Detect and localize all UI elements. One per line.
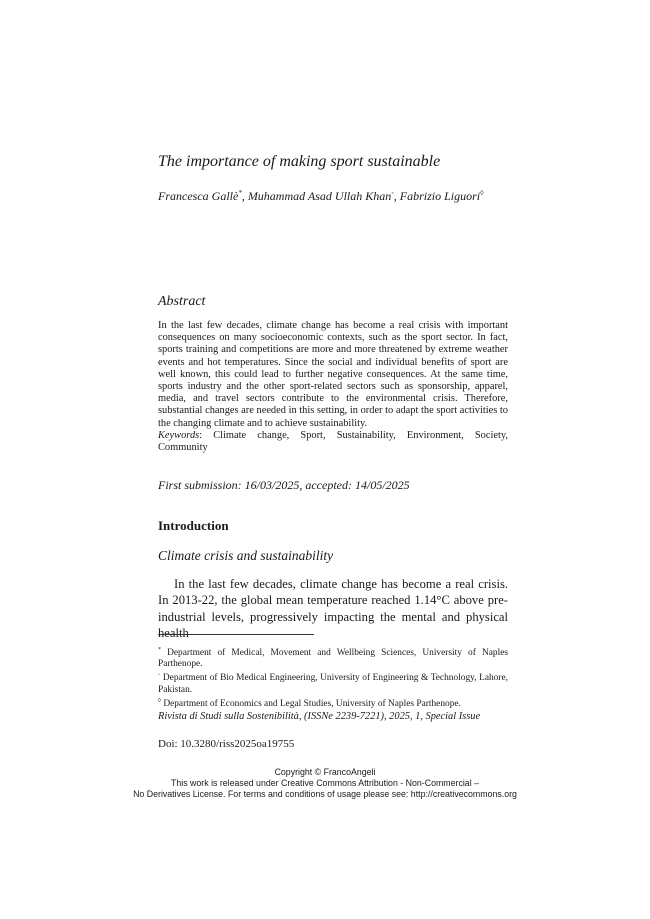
footnote-text: Department of Bio Medical Engineering, University of Engineering & Technology, Lahore, Pakistan.: [158, 673, 508, 695]
abstract-block: [158, 320, 508, 454]
footnote: [158, 696, 508, 710]
author-separator: ,: [241, 189, 248, 203]
submission-dates: First submission: 16/03/2025, accepted: 14/05/2025: [158, 478, 410, 492]
footnote-text: Department of Economics and Legal Studies, University of Naples Parthenope.: [163, 698, 461, 709]
license-notice: [0, 767, 650, 800]
keywords-text: : Climate change, Sport, Sustainability, Environment, Society, Community: [158, 429, 508, 454]
footnote-mark: ◊: [158, 697, 161, 704]
author-name: Fabrizio Liguori: [399, 189, 481, 203]
section-heading: Introduction: [158, 518, 229, 533]
author-list: [158, 189, 484, 204]
footnote-mark: *: [158, 647, 161, 653]
copyright-line: Copyright © FrancoAngeli: [274, 767, 376, 777]
paper-title: The importance of making sport sustainable: [158, 153, 441, 170]
footnotes: [158, 645, 508, 710]
doi-line: Doi: 10.3280/riss2025oa19755: [158, 738, 295, 750]
keywords-label: Keywords: [158, 429, 200, 441]
subsection-heading: Climate crisis and sustainability: [158, 548, 334, 563]
author-affiliation-mark: *: [238, 189, 242, 197]
author-name: Francesca Gallè: [158, 189, 239, 203]
footnote: [158, 670, 508, 695]
license-line: No Derivatives License. For terms and conditions of usage please see: http://creativecommons.org: [133, 789, 517, 799]
body-paragraph: In the last few decades, climate change has become a real crisis. In 2013-22, the global mean temperature reached 1.14°C above pre-industrial levels, progressively impacting the mental and physical health: [158, 577, 508, 641]
author-name: Muhammad Asad Ullah Khan: [247, 189, 392, 203]
footnote-mark: ◦: [158, 672, 161, 679]
abstract-text: In the last few decades, climate change has become a real crisis with important consequences on many socioeconomic contexts, such as the sport sector. In fact, sports training and competitions are more and more threatened by extreme weather events and hot temperatures. Since the social and individual benefits of sport are well known, this could lead to further negative consequences. At the same time, sports industry and the other sport-related sectors such as sponsorship, apparel, media, and travel sectors contribute to the environmental crisis. Therefore, substantial changes are needed in this setting, in order to adapt the sport activities to the changing climate and to achieve sustainability.: [158, 320, 508, 429]
author-affiliation-mark: ◦: [391, 189, 394, 197]
footnote-divider: [158, 634, 314, 635]
keywords-line: [158, 430, 508, 454]
abstract-heading: Abstract: [158, 294, 206, 309]
footnote-text: Department of Medical, Movement and Wellbeing Sciences, University of Naples Parthenope.: [158, 648, 509, 670]
journal-citation: Rivista di Studi sulla Sostenibilità, (ISSNe 2239-7221), 2025, 1, Special Issue: [158, 711, 481, 722]
license-line: This work is released under Creative Commons Attribution - Non-Commercial –: [170, 778, 479, 788]
author-separator: ,: [393, 189, 400, 203]
author-affiliation-mark: ◊: [480, 189, 484, 197]
footnote: [158, 645, 508, 670]
